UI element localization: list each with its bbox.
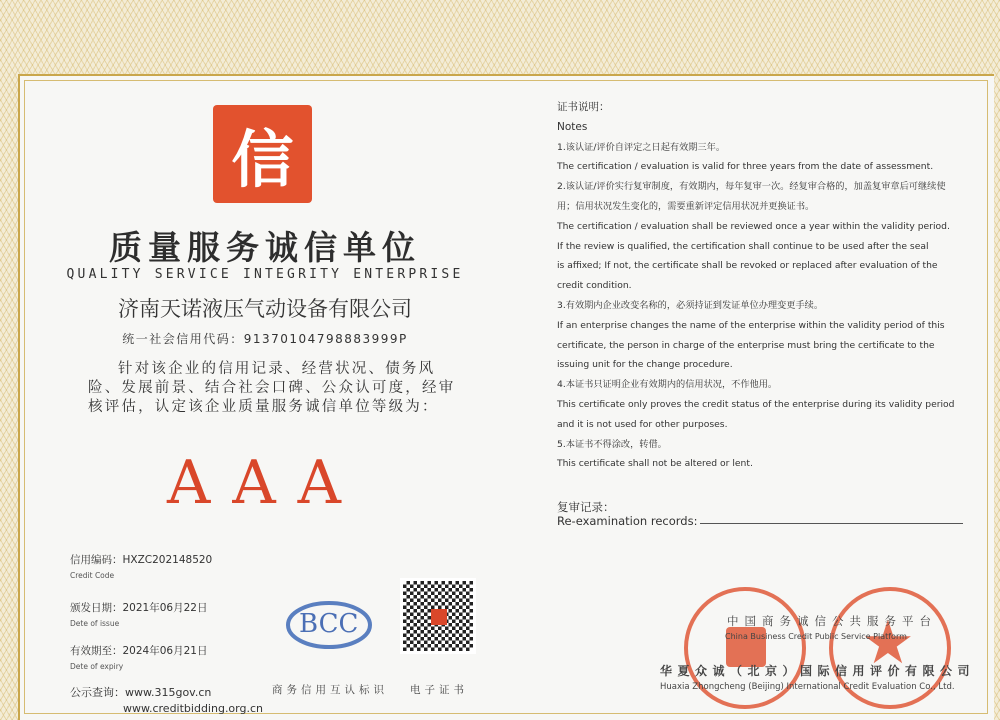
reexam-label: 复审记录： xyxy=(557,500,615,514)
query-site-2[interactable]: www.creditbidding.org.cn xyxy=(123,702,263,715)
query-site[interactable]: 公示查询：www.315gov.cn xyxy=(70,686,212,699)
note-line: and it is not used for other purposes. xyxy=(557,418,728,430)
notes-heading: 证书说明： xyxy=(557,101,610,113)
note-line: 用；信用状况发生变化的，需要重新评定信用状况并更换证书。 xyxy=(557,200,815,212)
social-credit-code: 统一社会信用代码：91370104798883999P xyxy=(122,332,408,346)
issue-date-label: Dete of issue xyxy=(70,619,120,628)
expiry-date-value: 有效期至：2024年06月21日 xyxy=(70,645,208,657)
note-line: If an enterprise changes the name of the enterprise within the validity period of this xyxy=(557,319,945,331)
notes-heading-en: Notes xyxy=(557,120,588,133)
platform-name: 中国商务诚信公共服务平台 xyxy=(727,614,937,628)
note-line: This certificate shall not be altered or lent. xyxy=(557,458,753,470)
note-line: certificate, the person in charge of the enterprise must bring the certificate to the xyxy=(557,339,935,351)
issuer-company: 华夏众诚（北京）国际信用评价有限公司 xyxy=(660,664,976,678)
company-name: 济南天诺液压气动设备有限公司 xyxy=(118,297,412,321)
certificate-title: 质量服务诚信单位 xyxy=(109,228,421,267)
note-line: is affixed; If not, the certificate shall be revoked or replaced after evaluation of the xyxy=(557,260,938,272)
reexam xyxy=(557,500,697,528)
issuer-company-en: Huaxia Zhongcheng (Beijing) International Credit Evaluation Co., Ltd. xyxy=(660,682,955,692)
note-line: This certificate only proves the credit status of the enterprise during its validity period xyxy=(557,398,955,410)
statement: 针对该企业的信用记录、经营状况、债务风险、发展前景、结合社会口碑、公众认可度，经审核评估，认定该企业质量服务诚信单位等级为： xyxy=(88,361,456,415)
note-line: If the review is qualified, the certification shall continue to be used after the seal xyxy=(557,240,929,252)
note-line: 1.该认证/评价自评定之日起有效期三年。 xyxy=(557,141,726,153)
credit-code xyxy=(70,552,212,580)
note-line: issuing unit for the change procedure. xyxy=(557,359,733,371)
grade: AAA xyxy=(167,448,363,518)
reexam-line xyxy=(700,523,963,524)
qr-code[interactable] xyxy=(400,578,476,654)
logo-glyph: 信 xyxy=(231,122,294,196)
issue-date-value: 颁发日期：2021年06月22日 xyxy=(70,602,208,614)
note-line: 2.该认证/评价实行复审制度，有效期内，每年复审一次。经复审合格的，加盖复审章后可继续使 xyxy=(557,181,946,193)
credit-code-value: 信用编码：HXZC202148520 xyxy=(70,554,213,566)
expiry-date-label: Dete of expiry xyxy=(70,662,124,671)
reexam-label-en: Re-examination records: xyxy=(557,514,698,528)
note-line: 3.有效期内企业改变名称的，必须持证到发证单位办理变更手续。 xyxy=(557,299,824,311)
qr-label: 电子证书 xyxy=(410,684,468,696)
star-icon: ★ xyxy=(861,608,915,678)
note-line: 5.本证书不得涂改，转借。 xyxy=(557,438,667,450)
note-line: credit condition. xyxy=(557,280,632,292)
credit-logo xyxy=(213,105,312,203)
note-line: The certification / evaluation is valid for three years from the date of assessment. xyxy=(557,161,934,173)
expiry-date xyxy=(70,643,207,671)
issue-date xyxy=(70,600,207,628)
certificate-title-en: QUALITY SERVICE INTEGRITY ENTERPRISE xyxy=(66,267,464,282)
bcc-label: 商务信用互认标识 xyxy=(272,684,388,696)
bcc-text: BCC xyxy=(299,609,359,639)
credit-code-label: Credit Code xyxy=(70,571,115,580)
bcc-logo xyxy=(285,595,373,653)
notes xyxy=(557,98,987,474)
platform-name-en: China Business Credit Public Service Platform xyxy=(725,632,907,641)
note-line: 4.本证书只证明企业有效期内的信用状况，不作他用。 xyxy=(557,379,778,391)
note-line: The certification / evaluation shall be reviewed once a year within the validity period. xyxy=(557,220,950,232)
